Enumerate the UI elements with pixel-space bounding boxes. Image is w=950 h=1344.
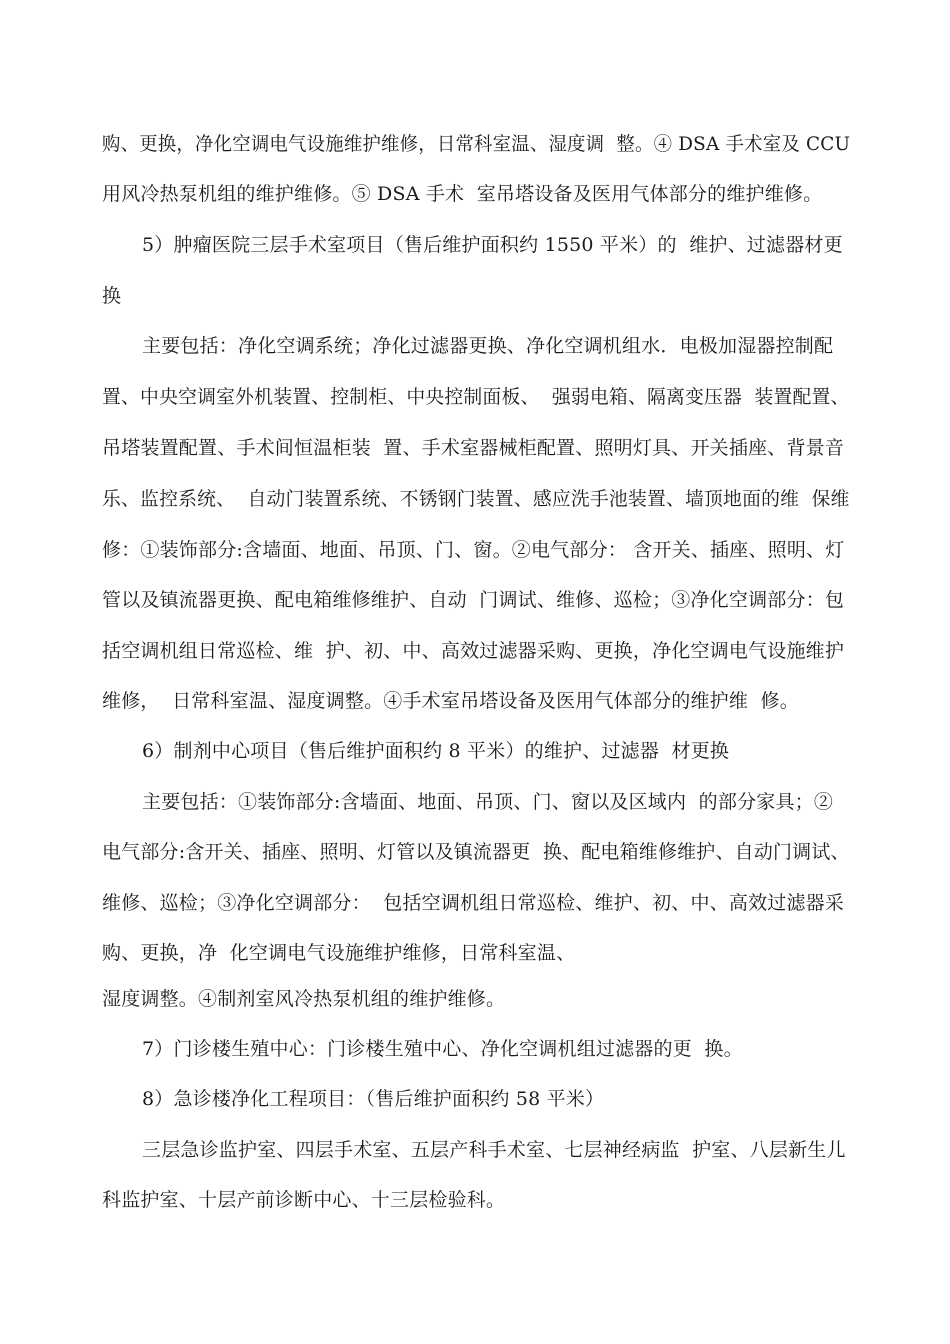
text-line: 购、更换，净 化空调电气设施维护维修，日常科室温、 xyxy=(102,942,576,964)
text-line: 维修、巡检；③净化空调部分： 包括空调机组日常巡检、维护、初、中、高效过滤器采 xyxy=(102,892,845,914)
text-line: 主要包括：①装饰部分:含墙面、地面、吊顶、门、窗以及区域内 的部分家具；② xyxy=(142,791,834,813)
section-heading: 5）肿瘤医院三层手术室项目（售后维护面积约 1550 平米）的 维护、过滤器材更 xyxy=(142,234,843,256)
text-line: 湿度调整。④制剂室风冷热泵机组的维护维修。 xyxy=(102,988,506,1010)
text-line: 用风冷热泵机组的维护维修。⑤ DSA 手术 室吊塔设备及医用气体部分的维护维修。 xyxy=(102,183,823,205)
text-line: 置、中央空调室外机装置、控制柜、中央控制面板、 强弱电箱、隔离变压器 装置配置、 xyxy=(102,386,850,408)
text-line: 换 xyxy=(102,285,122,307)
text-line: 乐、监控系统、 自动门装置系统、不锈钢门装置、感应洗手池装置、墙顶地面的维 保维 xyxy=(102,488,850,510)
text-line: 电气部分:含开关、插座、照明、灯管以及镇流器更 换、配电箱维修维护、自动门调试、 xyxy=(102,841,850,863)
text-line: 科监护室、十层产前诊断中心、十三层检验科。 xyxy=(102,1189,506,1211)
section-heading: 8）急诊楼净化工程项目：（售后维护面积约 58 平米） xyxy=(142,1088,605,1110)
text-line: 维修， 日常科室温、湿度调整。④手术室吊塔设备及医用气体部分的维护维 修。 xyxy=(102,690,799,712)
section-heading: 7）门诊楼生殖中心：门诊楼生殖中心、净化空调机组过滤器的更 换。 xyxy=(142,1038,743,1060)
text-line: 购、更换，净化空调电气设施维护维修，日常科室温、湿度调 整。④ DSA 手术室及 CCU xyxy=(102,133,851,155)
text-line: 三层急诊监护室、四层手术室、五层产科手术室、七层神经病监 护室、八层新生儿 xyxy=(142,1139,846,1161)
text-line: 管以及镇流器更换、配电箱维修维护、自动 门调试、维修、巡检；③净化空调部分：包 xyxy=(102,589,845,611)
text-line: 修：①装饰部分:含墙面、地面、吊顶、门、窗。②电气部分： 含开关、插座、照明、灯 xyxy=(102,539,845,561)
text-line: 主要包括：净化空调系统；净化过滤器更换、净化空调机组水．电极加湿器控制配 xyxy=(142,335,834,357)
text-line: 吊塔装置配置、手术间恒温柜装 置、手术室器械柜配置、照明灯具、开关插座、背景音 xyxy=(102,437,845,459)
text-line: 括空调机组日常巡检、维 护、初、中、高效过滤器采购、更换，净化空调电气设施维护 xyxy=(102,640,845,662)
section-heading: 6）制剂中心项目（售后维护面积约 8 平米）的维护、过滤器 材更换 xyxy=(142,740,730,762)
